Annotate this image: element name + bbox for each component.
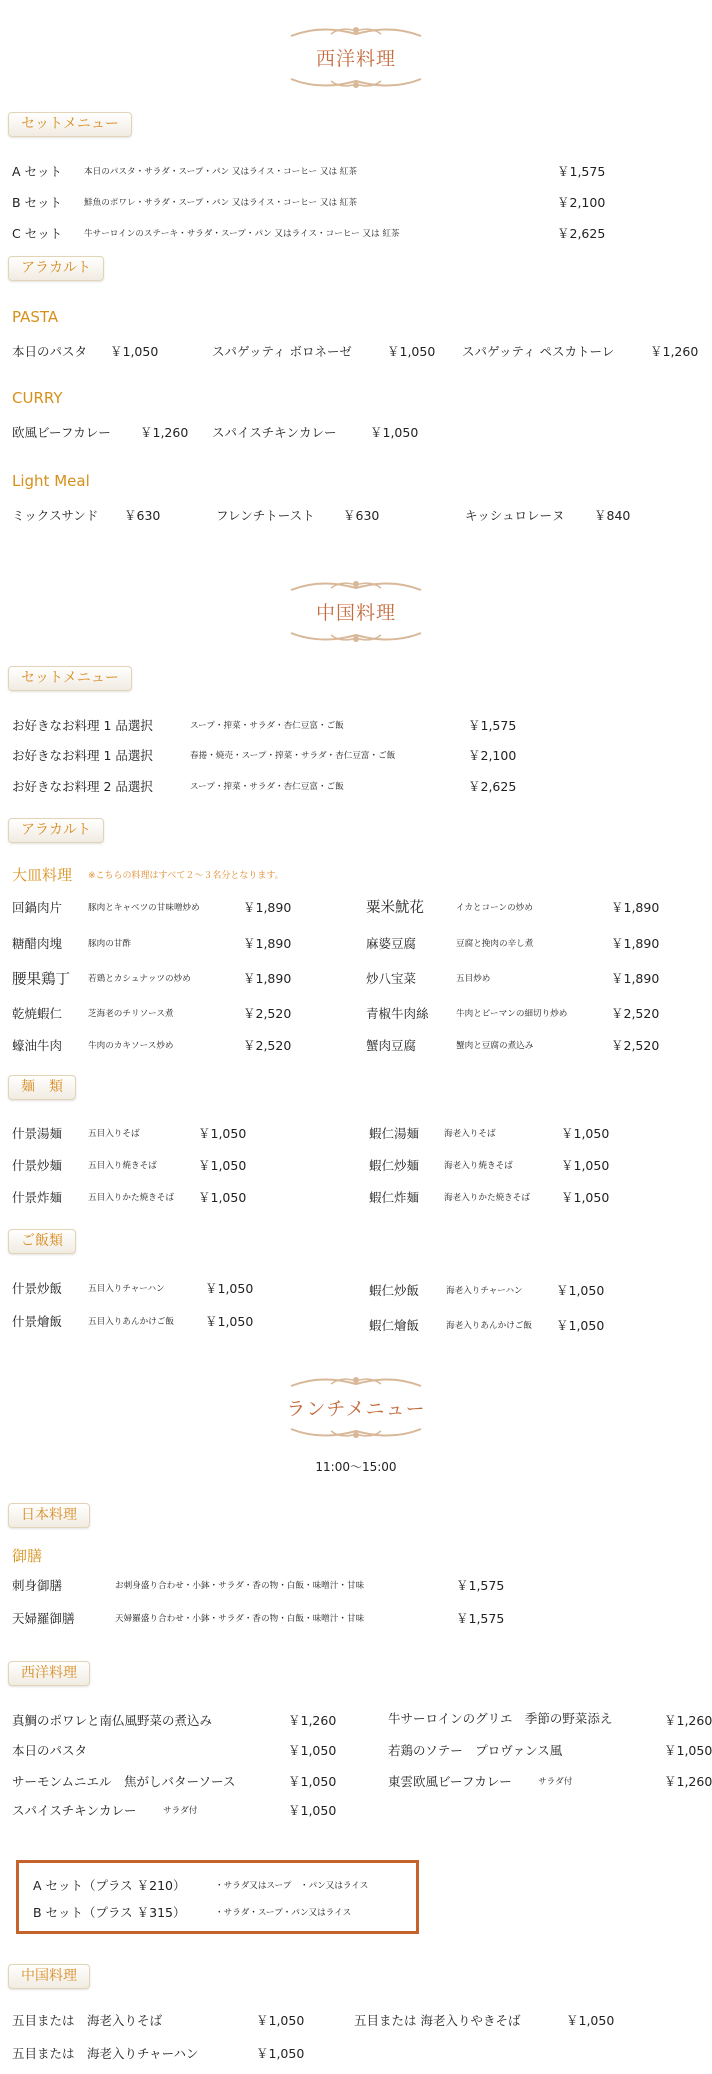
rice-name: 蝦仁炒飯 bbox=[369, 1283, 420, 1298]
curry-name: スパイスチキンカレー bbox=[212, 425, 337, 440]
lunch-dish-name: スパイスチキンカレー bbox=[12, 1803, 137, 1818]
dish-desc: 牛肉のカキソース炒め bbox=[88, 1041, 174, 1051]
option-desc: ・サラダ又はスープ ・パン又はライス bbox=[215, 1881, 369, 1891]
option-desc: ・サラダ・スープ・パン又はライス bbox=[215, 1908, 352, 1918]
rice-price: ￥1,050 bbox=[205, 1314, 254, 1329]
rice-price: ￥1,050 bbox=[205, 1281, 254, 1296]
set-price: ￥1,575 bbox=[557, 164, 606, 179]
noodle-desc: 海老入り焼きそば bbox=[444, 1161, 513, 1171]
lunch-chinese-price: ￥1,050 bbox=[256, 2046, 305, 2061]
lunch-title: ランチメニュー bbox=[286, 1398, 426, 1420]
set-desc: 牛サーロインのステーキ・サラダ・スープ・パン 又はライス・コーヒー 又は 紅茶 bbox=[84, 229, 400, 239]
dish-name: 糖醋肉塊 bbox=[12, 936, 63, 951]
noodle-name: 什景炒麺 bbox=[12, 1158, 63, 1173]
set-desc: 鮮魚のポワレ・サラダ・スープ・パン 又はライス・コーヒー 又は 紅茶 bbox=[84, 198, 357, 208]
gozen-price: ￥1,575 bbox=[456, 1578, 505, 1593]
noodle-name: 蝦仁湯麺 bbox=[369, 1126, 420, 1141]
dish-price: ￥2,520 bbox=[611, 1038, 660, 1053]
noodle-price: ￥1,050 bbox=[198, 1158, 247, 1173]
curry-price: ￥1,260 bbox=[140, 425, 189, 440]
ornament-bottom-icon bbox=[286, 73, 426, 93]
ornament-bottom-icon bbox=[286, 627, 426, 647]
set-price: ￥1,575 bbox=[468, 718, 517, 733]
gozen-heading: 御膳 bbox=[12, 1547, 43, 1565]
chinese-title-ornament bbox=[0, 576, 712, 647]
ornament-bottom-icon bbox=[286, 1423, 426, 1443]
set-name: B セット bbox=[12, 195, 63, 210]
curry-name: 欧風ビーフカレー bbox=[12, 425, 111, 440]
set-price: ￥2,625 bbox=[557, 226, 606, 241]
dish-desc: 芝海老のチリソース煮 bbox=[88, 1009, 174, 1019]
lunch-chinese-price: ￥1,050 bbox=[566, 2013, 615, 2028]
dish-name: 炒八宝菜 bbox=[366, 971, 417, 986]
lunch-dish-name: 若鶏のソテー プロヴァンス風 bbox=[388, 1743, 563, 1758]
set-desc: スープ・搾菜・サラダ・杏仁豆富・ご飯 bbox=[190, 721, 344, 731]
light-price: ￥630 bbox=[124, 508, 161, 523]
lunch-dish-name: 牛サーロインのグリエ 季節の野菜添え bbox=[388, 1711, 613, 1726]
lunch-chinese-tab[interactable]: 中国料理 bbox=[8, 1964, 90, 1989]
set-price: ￥2,100 bbox=[557, 195, 606, 210]
set-name: C セット bbox=[12, 226, 63, 241]
lunch-dish-name: 本日のパスタ bbox=[12, 1743, 88, 1758]
option-label: B セット（プラス ￥315） bbox=[33, 1905, 186, 1920]
dish-name: 回鍋肉片 bbox=[12, 900, 63, 915]
lunch-dish-price: ￥1,050 bbox=[288, 1803, 337, 1818]
set-options-box bbox=[16, 1860, 419, 1934]
dish-desc: 豚肉とキャベツの甘味噌炒め bbox=[88, 903, 200, 913]
lunch-dish-name: サーモンムニエル 焦がしバターソース bbox=[12, 1774, 236, 1789]
dish-price: ￥2,520 bbox=[243, 1038, 292, 1053]
ornament-top-icon bbox=[286, 22, 426, 42]
lunch-western-tab[interactable]: 西洋料理 bbox=[8, 1661, 90, 1686]
pasta-name: 本日のパスタ bbox=[12, 344, 88, 359]
set-desc: 本日のパスタ・サラダ・スープ・パン 又はライス・コーヒー 又は 紅茶 bbox=[84, 167, 357, 177]
noodle-name: 蝦仁炒麺 bbox=[369, 1158, 420, 1173]
light-name: ミックスサンド bbox=[12, 508, 99, 523]
western-title: 西洋料理 bbox=[315, 48, 396, 70]
noodle-desc: 五目入り焼きそば bbox=[88, 1161, 157, 1171]
dish-price: ￥2,520 bbox=[611, 1006, 660, 1021]
dish-desc: 五目炒め bbox=[456, 974, 491, 984]
set-name: お好きなお料理 2 品選択 bbox=[12, 779, 153, 794]
light-name: キッシュロレーヌ bbox=[465, 508, 565, 523]
noodle-desc: 海老入りそば bbox=[444, 1129, 496, 1139]
noodle-desc: 五目入りかた焼きそば bbox=[88, 1193, 174, 1203]
gozen-name: 天婦羅御膳 bbox=[12, 1611, 75, 1626]
lunch-hours: 11:00〜15:00 bbox=[315, 1460, 397, 1474]
rice-name: 蝦仁燴飯 bbox=[369, 1318, 420, 1333]
lunch-japanese-tab[interactable]: 日本料理 bbox=[8, 1503, 90, 1528]
dish-name: 蟹肉豆腐 bbox=[366, 1038, 417, 1053]
set-desc: 春捲・焼売・スープ・搾菜・サラダ・杏仁豆富・ご飯 bbox=[190, 751, 396, 761]
dish-price: ￥1,890 bbox=[611, 900, 660, 915]
noodle-price: ￥1,050 bbox=[198, 1190, 247, 1205]
noodle-price: ￥1,050 bbox=[561, 1158, 610, 1173]
rice-desc: 五目入りチャーハン bbox=[88, 1284, 165, 1294]
noodle-desc: 海老入りかた焼きそば bbox=[444, 1193, 530, 1203]
dish-desc: 豆腐と挽肉の辛し煮 bbox=[456, 939, 534, 949]
noodle-price: ￥1,050 bbox=[561, 1126, 610, 1141]
pasta-price: ￥1,260 bbox=[650, 344, 699, 359]
set-name: お好きなお料理 1 品選択 bbox=[12, 718, 153, 733]
pasta-name: スパゲッティ ボロネーゼ bbox=[212, 344, 352, 359]
set-name: A セット bbox=[12, 164, 63, 179]
rice-name: 什景炒飯 bbox=[12, 1281, 63, 1296]
chinese-title: 中国料理 bbox=[315, 602, 396, 624]
pasta-price: ￥1,050 bbox=[110, 344, 159, 359]
dish-price: ￥1,890 bbox=[243, 971, 292, 986]
lunch-dish-price: ￥1,050 bbox=[664, 1743, 712, 1758]
option-label: A セット（プラス ￥210） bbox=[33, 1878, 186, 1893]
dish-name: 乾焼蝦仁 bbox=[12, 1006, 63, 1021]
lunch-chinese-name: 五目または 海老入りやきそば bbox=[354, 2013, 521, 2028]
ornament-top-icon bbox=[286, 576, 426, 596]
dish-desc: 若鶏とカシュナッツの炒め bbox=[88, 974, 191, 984]
rice-price: ￥1,050 bbox=[556, 1318, 605, 1333]
lunch-chinese-name: 五目または 海老入りそば bbox=[12, 2013, 163, 2028]
dish-name: 腰果鶏丁 bbox=[12, 972, 70, 988]
lunch-chinese-name: 五目または 海老入りチャーハン bbox=[12, 2046, 199, 2061]
curry-heading: CURRY bbox=[12, 389, 63, 407]
pasta-price: ￥1,050 bbox=[387, 344, 436, 359]
gozen-desc: 天婦羅盛り合わせ・小鉢・サラダ・香の物・白飯・味噌汁・甘味 bbox=[115, 1614, 365, 1624]
rice-tab[interactable]: ご飯類 bbox=[8, 1229, 76, 1254]
dish-price: ￥1,890 bbox=[243, 900, 292, 915]
light-name: フレンチトースト bbox=[216, 508, 315, 523]
light-meal-heading: Light Meal bbox=[12, 472, 90, 490]
dish-desc: 蟹肉と豆腐の煮込み bbox=[456, 1041, 534, 1051]
noodle-name: 什景湯麺 bbox=[12, 1126, 63, 1141]
set-price: ￥2,100 bbox=[468, 748, 517, 763]
dish-name: 粟米魷花 bbox=[366, 900, 424, 916]
chinese-set-tab[interactable]: セットメニュー bbox=[8, 666, 132, 691]
pasta-heading: PASTA bbox=[12, 308, 59, 326]
big-dish-note: ※こちらの料理はすべて２～３名分となります。 bbox=[88, 871, 284, 881]
noodle-tab[interactable]: 麺 類 bbox=[8, 1075, 76, 1100]
lunch-dish-note: サラダ付 bbox=[163, 1806, 198, 1816]
set-name: お好きなお料理 1 品選択 bbox=[12, 748, 153, 763]
gozen-desc: お刺身盛り合わせ・小鉢・サラダ・香の物・白飯・味噌汁・甘味 bbox=[115, 1581, 365, 1591]
lunch-title-ornament bbox=[0, 1372, 712, 1443]
light-price: ￥630 bbox=[343, 508, 380, 523]
noodle-price: ￥1,050 bbox=[198, 1126, 247, 1141]
lunch-dish-name: 真鯛のポワレと南仏風野菜の煮込み bbox=[12, 1713, 213, 1728]
lunch-dish-price: ￥1,260 bbox=[664, 1713, 712, 1728]
ornament-top-icon bbox=[286, 1372, 426, 1392]
noodle-name: 蝦仁炸麺 bbox=[369, 1190, 420, 1205]
gozen-name: 刺身御膳 bbox=[12, 1578, 63, 1593]
lunch-dish-price: ￥1,260 bbox=[664, 1774, 712, 1789]
dish-name: 蠔油牛肉 bbox=[12, 1038, 63, 1053]
rice-price: ￥1,050 bbox=[556, 1283, 605, 1298]
set-price: ￥2,625 bbox=[468, 779, 517, 794]
noodle-price: ￥1,050 bbox=[561, 1190, 610, 1205]
dish-price: ￥1,890 bbox=[611, 971, 660, 986]
lunch-dish-note: サラダ付 bbox=[538, 1777, 573, 1787]
rice-desc: 海老入りあんかけご飯 bbox=[446, 1321, 532, 1331]
lunch-chinese-price: ￥1,050 bbox=[256, 2013, 305, 2028]
big-dish-heading: 大皿料理 bbox=[12, 866, 73, 884]
set-desc: スープ・搾菜・サラダ・杏仁豆富・ご飯 bbox=[190, 782, 344, 792]
curry-price: ￥1,050 bbox=[370, 425, 419, 440]
noodle-desc: 五目入りそば bbox=[88, 1129, 140, 1139]
western-title-ornament bbox=[0, 22, 712, 93]
noodle-name: 什景炸麺 bbox=[12, 1190, 63, 1205]
dish-desc: イカとコーンの炒め bbox=[456, 903, 533, 913]
pasta-name: スパゲッティ ペスカトーレ bbox=[462, 344, 615, 359]
dish-price: ￥1,890 bbox=[611, 936, 660, 951]
dish-desc: 牛肉とピーマンの細切り炒め bbox=[456, 1009, 568, 1019]
dish-price: ￥2,520 bbox=[243, 1006, 292, 1021]
lunch-dish-price: ￥1,050 bbox=[288, 1743, 337, 1758]
dish-name: 麻婆豆腐 bbox=[366, 936, 417, 951]
dish-desc: 豚肉の甘酢 bbox=[88, 939, 131, 949]
rice-desc: 五目入りあんかけご飯 bbox=[88, 1317, 174, 1327]
western-alacarte-tab[interactable]: アラカルト bbox=[8, 256, 104, 281]
light-price: ￥840 bbox=[594, 508, 631, 523]
lunch-dish-price: ￥1,050 bbox=[288, 1774, 337, 1789]
lunch-dish-name: 東雲欧風ビーフカレー bbox=[388, 1774, 512, 1789]
rice-desc: 海老入りチャーハン bbox=[446, 1286, 523, 1296]
chinese-alacarte-tab[interactable]: アラカルト bbox=[8, 818, 104, 843]
dish-price: ￥1,890 bbox=[243, 936, 292, 951]
rice-name: 什景燴飯 bbox=[12, 1314, 63, 1329]
western-set-tab[interactable]: セットメニュー bbox=[8, 112, 132, 137]
lunch-dish-price: ￥1,260 bbox=[288, 1713, 337, 1728]
gozen-price: ￥1,575 bbox=[456, 1611, 505, 1626]
dish-name: 青椒牛肉絲 bbox=[366, 1006, 429, 1021]
